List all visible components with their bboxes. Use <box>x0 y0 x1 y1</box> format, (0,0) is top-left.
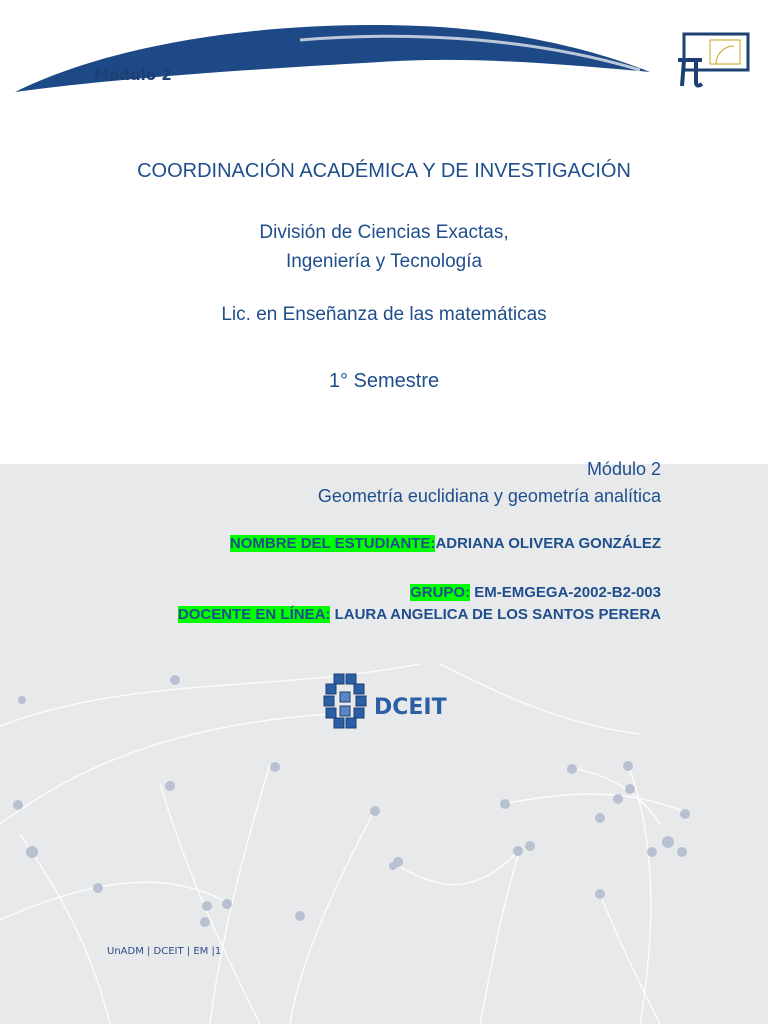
page-footer: UnADM | DCEIT | EM |1 <box>107 946 222 957</box>
group-line <box>410 584 661 601</box>
group-value: EM-EMGEGA-2002-B2-003 <box>474 584 661 601</box>
degree-name: Lic. en Enseñanza de las matemáticas <box>221 304 547 325</box>
division-name <box>0 218 768 276</box>
dceit-logo <box>322 672 452 734</box>
header-module-label: Módulo 2 <box>94 66 172 84</box>
division-line-1: División de Ciencias Exactas, <box>259 222 509 243</box>
student-label: NOMBRE DEL ESTUDIANTE: <box>229 535 436 552</box>
group-label: GRUPO: <box>410 584 471 601</box>
teacher-line <box>178 606 661 623</box>
division-line-2: Ingeniería y Tecnología <box>285 251 483 272</box>
teacher-name: LAURA ANGELICA DE LOS SANTOS PERERA <box>334 606 661 623</box>
course-name: Geometría euclidiana y geometría analítica <box>317 486 661 506</box>
header-arc-decoration <box>0 0 768 110</box>
pi-board-icon <box>672 30 754 90</box>
module-label: Módulo 2 <box>586 459 661 479</box>
student-name: ADRIANA OLIVERA GONZÁLEZ <box>435 535 661 552</box>
semester: 1° Semestre <box>328 370 440 392</box>
student-line <box>230 535 661 552</box>
dceit-logo-text: DCEIT <box>374 695 447 720</box>
teacher-label: DOCENTE EN LÍNEA: <box>177 606 331 623</box>
coordination-title: COORDINACIÓN ACADÉMICA Y DE INVESTIGACIÓN <box>137 160 631 182</box>
